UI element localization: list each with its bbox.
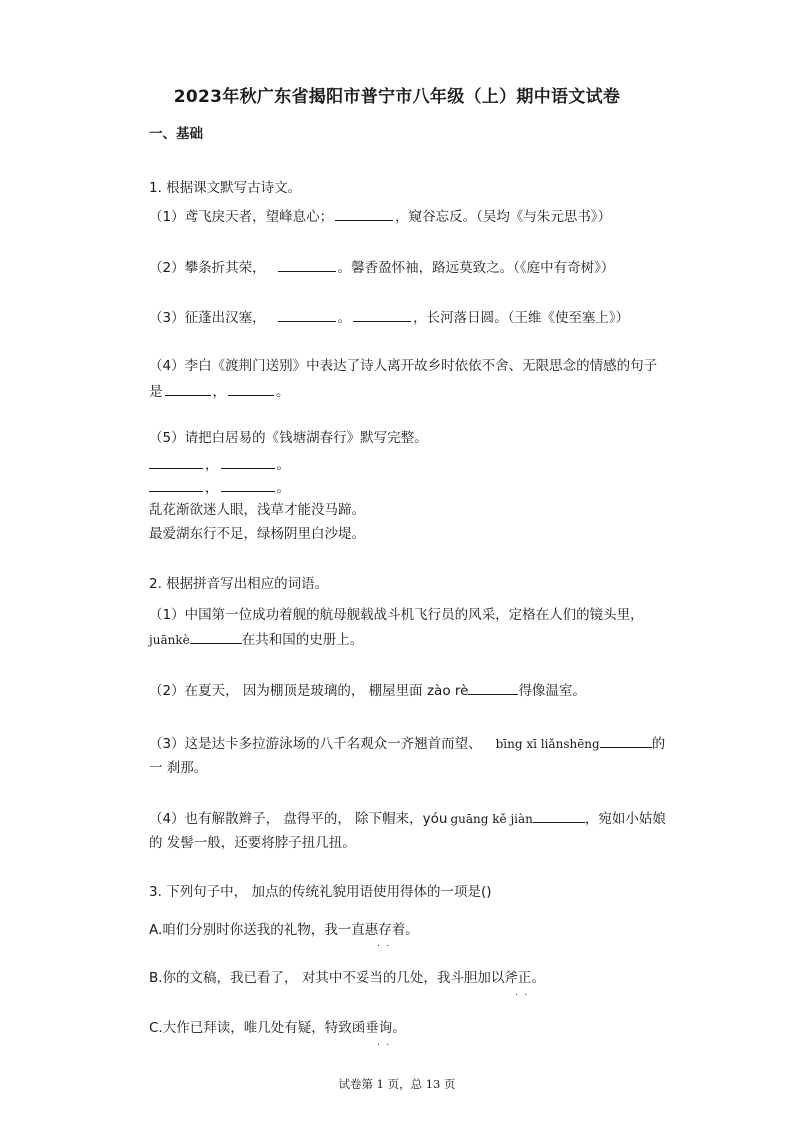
answer-blank[interactable] [190,629,242,644]
q1-3-text-a: （3）征蓬出汉塞， [149,310,266,326]
q1-4-comma: ， [212,384,226,400]
answer-blank[interactable] [228,381,274,396]
poem-period: 。 [276,480,290,496]
q1-2-text-b: 。馨香盈怀袖，路远莫致之。（《庭中有奇树》） [337,260,615,276]
q3-option-c[interactable]: C.大作已拜读，唯几处有疑，特致函垂询。 [149,1020,406,1036]
q1-4-text-b: 是 [149,384,163,400]
answer-blank[interactable] [149,477,203,492]
poem-comma: ， [205,457,219,473]
poem-period: 。 [276,457,290,473]
q2-3-text-c: 的 [651,736,666,752]
q1-item-4-cont [149,381,290,402]
q1-1-text-a: （1）鸢飞戾天者，望峰息心； [149,209,334,225]
answer-blank[interactable] [149,454,203,469]
q1-item-1 [149,206,611,227]
q3-option-a[interactable]: A.咱们分别时你送我的礼物，我一直惠存着。 [149,922,419,938]
poem-line-3: 乱花渐欲迷人眼，浅草才能没马蹄。 [149,502,365,518]
answer-blank[interactable] [278,257,336,272]
answer-blank[interactable] [278,307,336,322]
q2-1-text-c: 在共和国的史册上。 [241,632,364,648]
q2-item-3 [149,733,665,754]
q1-1-text-b: ，窥谷忘反。（吴均《与朱元思书》） [395,209,612,225]
q3-option-b[interactable]: B.你的文稿，我已看了， 对其中不妥当的几处，我斗胆加以斧正。 [149,970,545,986]
q2-3-text-a: （3）这是达卡多拉游泳场的八千名观众一齐翘首而望、 [149,736,482,752]
poem-comma: ， [205,480,219,496]
answer-blank[interactable] [221,454,275,469]
q2-2-text-a: （2）在夏天， 因为棚顶是玻璃的， 棚屋里面 zào rè [149,683,469,699]
emphasis-dots: ·· [515,990,534,1001]
q2-item-3-cont: 一 刹那。 [149,760,208,776]
q1-4-period: 。 [276,384,290,400]
answer-blank[interactable] [600,733,652,748]
q2-stem: 2. 根据拼音写出相应的词语。 [149,576,329,592]
answer-blank[interactable] [335,206,393,221]
emphasis-dots: ·· [377,941,396,952]
q3-stem: 3. 下列句子中， 加点的传统礼貌用语使用得体的一项是() [149,884,492,900]
q2-item-1: （1）中国第一位成功着舰的航母舰载战斗机飞行员的风采，定格在人们的镜头里， [149,607,644,623]
q2-item-4-cont: 的 发髻一般，还要将脖子扭几扭。 [149,835,356,851]
pinyin-juanke: juānkè [149,633,190,647]
emphasis-dots: ·· [377,1040,396,1051]
q1-item-3 [149,307,629,328]
q1-3-text-b: 。 [337,310,352,326]
q1-item-2 [149,257,614,278]
answer-blank[interactable] [221,477,275,492]
answer-blank[interactable] [468,680,518,695]
q2-item-4 [149,808,666,829]
q1-3-text-c: ，长河落日圆。（王维《使至塞上》） [413,310,630,326]
q1-2-text-a: （2）攀条折其荣， [149,260,266,276]
pinyin-guangkejian: guāng kě jiàn [450,812,533,826]
poem-line-4: 最爱湖东行不足，绿杨阴里白沙堤。 [149,526,365,542]
answer-blank[interactable] [165,381,211,396]
q2-4-text-d: ，宛如小姑娘 [584,811,666,827]
poem-line-1 [149,454,290,475]
pinyin-you: yóu [422,811,448,827]
section-heading: 一、基础 [149,126,203,142]
exam-title: 2023年秋广东省揭阳市普宁市八年级（上）期中语文试卷 [173,87,621,107]
q2-4-text-a: （4）也有解散辫子， 盘得平的， 除下帽来， [149,811,423,827]
answer-blank[interactable] [533,808,585,823]
q1-item-5: （5）请把白居易的《钱塘湖春行》默写完整。 [149,430,428,446]
q1-stem: 1. 根据课文默写古诗文。 [149,180,302,196]
page-footer: 试卷第 1 页，总 13 页 [338,1077,456,1091]
q2-item-2 [149,680,586,701]
poem-line-2 [149,477,290,498]
pinyin-bingxilianshneg: bīng xī liǎnshēng [495,737,600,751]
q1-item-4: （4）李白《渡荆门送别》中表达了诗人离开故乡时依依不舍、无限思念的情感的句子 [149,358,658,374]
q2-item-1-cont [149,629,363,650]
answer-blank[interactable] [353,307,411,322]
q2-2-text-b: 得像温室。 [518,683,586,699]
